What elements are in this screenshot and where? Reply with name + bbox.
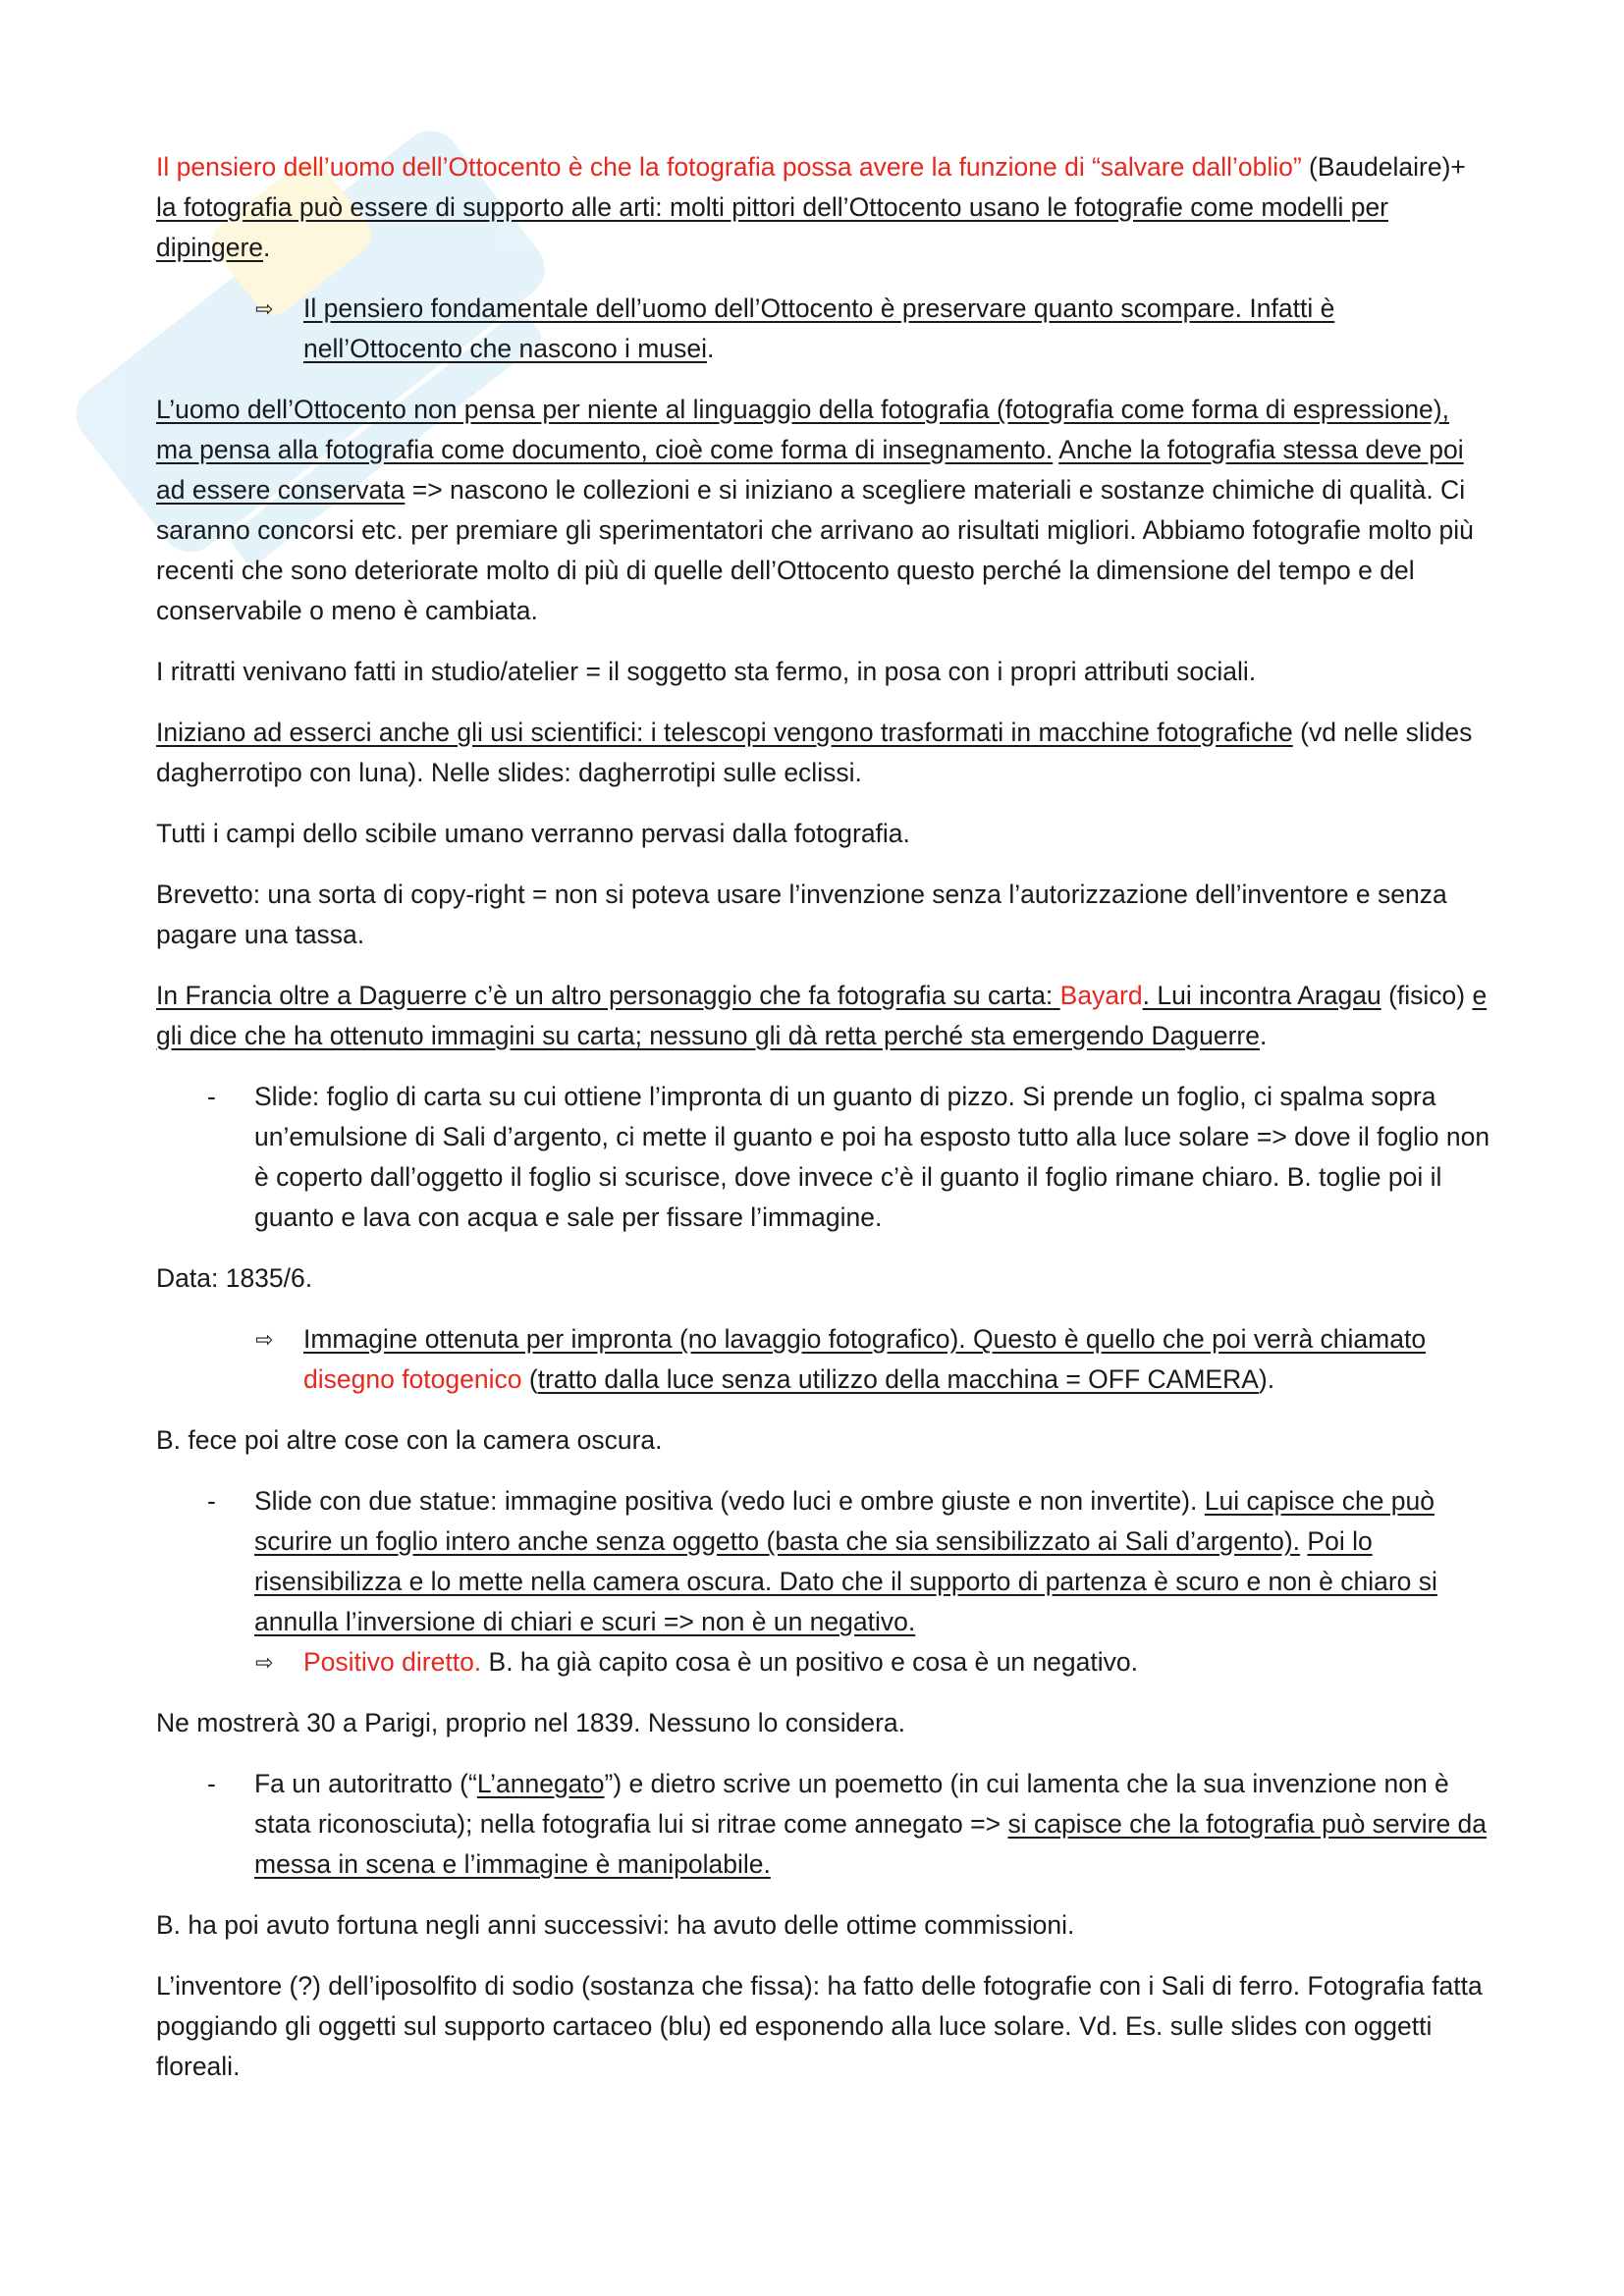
highlight-oblio: Il pensiero dell’uomo dell’Ottocento è che la fotografia possa avere la funzione di “salvare dall’oblio” [156,152,1302,182]
paragraph-parigi: Ne mostrerà 30 a Parigi, proprio nel 1839. Nessuno lo considera. [156,1708,906,1737]
paragraph-oblio: Il pensiero dell’uomo dell’Ottocento è che la fotografia possa avere la funzione di “salvare dall’oblio” (Baudelaire)+ la fotografia può essere di supporto alle arti: molti pittori dell’Ottocento usano le fotografie come modelli per dipingere. [156,152,1466,262]
document-page [156,147,1491,2108]
highlight-disegno-fotogenico: disegno fotogenico [303,1364,522,1394]
paragraph-fortuna: B. ha poi avuto fortuna negli anni successivi: ha avuto delle ottime commissioni. [156,1910,1075,1940]
paragraph-scibile: Tutti i campi dello scibile umano verranno pervasi dalla fotografia. [156,819,910,848]
arrow-right-icon: ⇨ [255,296,274,321]
paragraph-usi-scientifici: Iniziano ad esserci anche gli usi scientifici: i telescopi vengono trasformati in macchine fotografiche (vd nelle slides dagherrotipo con luna). Nelle slides: dagherrotipi sulle eclissi. [156,718,1473,787]
paragraph-camera-oscura: B. fece poi altre cose con la camera oscura. [156,1425,663,1455]
paragraph-data: Data: 1835/6. [156,1263,313,1293]
dash-item-statue: - Slide con due statue: immagine positiva (vedo luci e ombre giuste e non invertite). Lui capisce che può scurire un foglio intero anche senza oggetto (basta che sia sensibilizzato ai Sali d’argento). Poi lo risensibilizza e lo mette nella camera oscura. Dato che il supporto di partenza è scuro e non è chiaro si annulla l’inversione di chiari e scuri => non è un negativo. [207,1486,1437,1636]
dash-item-guanto: - Slide: foglio di carta su cui ottiene l’impronta di un guanto di pizzo. Si prende un foglio, ci spalma sopra un’emulsione di Sali d’argento, ci mette il guanto e poi ha esposto tutto alla luce solare => dove il foglio non è coperto dall’oggetto il foglio si scurisce, dove invece c’è il guanto il foglio rimane chiaro. B. toglie poi il guanto e lava con acqua e sale per fissare l’immagine. [207,1082,1490,1232]
dash-item-annegato: - Fa un autoritratto (“L’annegato”) e dietro scrive un poemetto (in cui lamenta che la sua invenzione non è stata riconosciuta); nella fotografia lui si ritrae come annegato => si capisce che la fotografia può servire da messa in scena e l’immagine è manipolabile. [207,1769,1488,1879]
paragraph-bayard: In Francia oltre a Daguerre c’è un altro personaggio che fa fotografia su carta: Bayard. Lui incontra Aragau (fisico) e gli dice che ha ottenuto immagini su carta; nessuno gli dà retta perché sta emergendo Daguerre. [156,981,1488,1050]
highlight-bayard: Bayard [1059,981,1143,1010]
arrow-right-icon: ⇨ [255,1650,274,1675]
arrow-item-musei: ⇨ Il pensiero fondamentale dell’uomo dell’Ottocento è preservare quanto scompare. Infatti è nell’Ottocento che nascono i musei. [156,289,1491,369]
highlight-positivo-diretto: Positivo diretto. [303,1647,482,1677]
arrow-item-positivo-diretto: ⇨ Positivo diretto. B. ha già capito cosa è un positivo e cosa è un negativo. [156,1642,1491,1682]
paragraph-documento: L’uomo dell’Ottocento non pensa per niente al linguaggio della fotografia (fotografia come forma di espressione), ma pensa alla fotografia come documento, cioè come forma di insegnamento. Anche la fotografia stessa deve poi ad essere conservata => nascono le collezioni e si iniziano a scegliere materiali e sostanze chimiche di qualità. Ci saranno concorsi etc. per premiare gli sperimentatori che arrivano ao risultati migliori. Abbiamo fotografie molto più recenti che sono deteriorate molto di più di quelle dell’Ottocento questo perché la dimensione del tempo e del conservabile o meno è cambiata. [156,395,1474,625]
paragraph-iposolfito: L’inventore (?) dell’iposolfito di sodio (sostanza che fissa): ha fatto delle fotografie con i Sali di ferro. Fotografia fatta poggiando gli oggetti sul supporto cartaceo (blu) ed esponendo alla luce solare. Vd. Es. sulle slides con oggetti floreali. [156,1971,1483,2081]
paragraph-brevetto: Brevetto: una sorta di copy-right = non si poteva usare l’invenzione senza l’autorizzazione dell’inventore e senza pagare una tassa. [156,880,1447,949]
arrow-right-icon: ⇨ [255,1327,274,1352]
paragraph-ritratti: I ritratti venivano fatti in studio/atelier = il soggetto sta fermo, in posa con i propri attributi sociali. [156,657,1257,686]
arrow-item-disegno-fotogenico: ⇨ Immagine ottenuta per impronta (no lavaggio fotografico). Questo è quello che poi verrà chiamato disegno fotogenico (tratto dalla luce senza utilizzo della macchina = OFF CAMERA). [156,1319,1491,1400]
